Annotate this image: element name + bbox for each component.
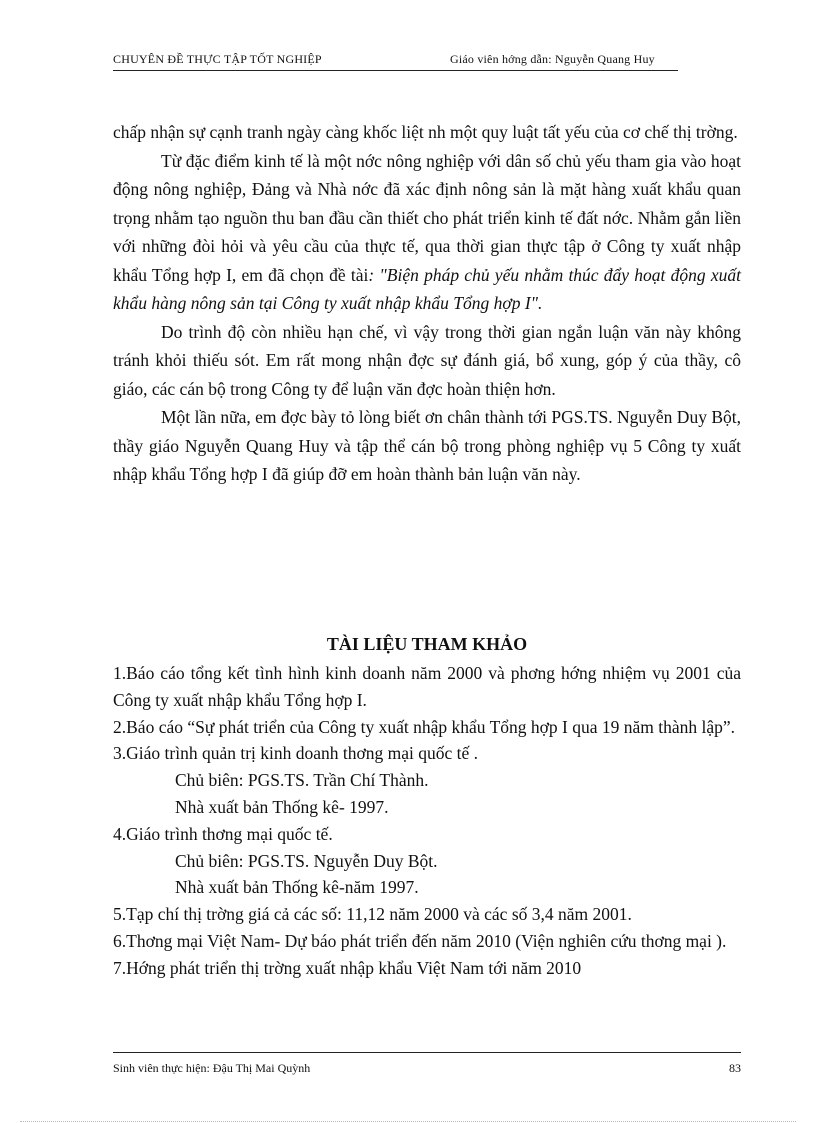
- reference-5: 5.Tạp chí thị trờng giá cả các số: 11,12 năm 2000 và các số 3,4 năm 2001.: [113, 904, 632, 925]
- page-footer: [113, 1061, 741, 1076]
- header-supervisor: Giáo viên hớng dẫn: Nguyễn Quang Huy: [450, 52, 655, 66]
- page-bottom-edge: [20, 1121, 796, 1122]
- reference-1: 1.Báo cáo tổng kết tình hình kinh doanh năm 2000 và phơng hớng nhiệm vụ 2001 của Công ty xuất nhập khẩu Tổng hợp I.: [113, 663, 741, 710]
- reference-4-editor: Chủ biên: PGS.TS. Nguyễn Duy Bột.: [175, 850, 438, 871]
- reference-4-publisher: Nhà xuất bản Thống kê-năm 1997.: [175, 877, 419, 898]
- references-list: [113, 660, 741, 982]
- reference-4: 4.Giáo trình thơng mại quốc tế.: [113, 823, 333, 844]
- paragraph-1: chấp nhận sự cạnh tranh ngày càng khốc liệt nh một quy luật tất yếu của cơ chế thị trờng.: [113, 122, 738, 142]
- references-title: TÀI LIỆU THAM KHẢO: [326, 634, 528, 654]
- reference-2: 2.Báo cáo “Sự phát triển của Công ty xuất nhập khẩu Tổng hợp I qua 19 năm thành lập”.: [113, 716, 736, 737]
- thesis-topic: : "Biện pháp chủ yếu nhằm thúc đẩy hoạt động xuất khẩu hàng nông sản tại Công ty xuất nhập khẩu Tổng hợp I".: [113, 264, 741, 313]
- body-text: [113, 118, 741, 489]
- header-title: CHUYÊN ĐỀ THỰC TẬP TỐT NGHIỆP: [113, 52, 322, 66]
- page-number: 83: [729, 1061, 741, 1075]
- paragraph-3: Do trình độ còn nhiều hạn chế, vì vậy trong thời gian ngắn luận văn này không tránh khỏi thiếu sót. Em rất mong nhận đợc sự đánh giá, bổ xung, góp ý của thầy, cô giáo, các cán bộ trong Công ty để luận văn đợc hoàn thiện hơn.: [113, 321, 741, 399]
- header-divider: [113, 70, 678, 71]
- paragraph-2-text: Từ đặc điểm kinh tế là một nớc nông nghiệp với dân số chủ yếu tham gia vào hoạt động nông nghiệp, Đảng và Nhà nớc đã xác định nông sản là mặt hàng xuất khẩu quan trọng nhằm tạo nguồn thu ban đầu cần thiết cho phát triển kinh tế đất nớc. Nhằm gắn liền với những đòi hỏi và yêu cầu của thực tế, qua thời gian thực tập ở Công ty xuất nhập khẩu Tổng hợp I, em đã chọn đề tài: [113, 150, 741, 285]
- reference-3-publisher: Nhà xuất bản Thống kê- 1997.: [175, 796, 389, 817]
- reference-3-editor: Chủ biên: PGS.TS. Trần Chí Thành.: [175, 770, 429, 791]
- paragraph-4: Một lần nữa, em đợc bày tỏ lòng biết ơn chân thành tới PGS.TS. Nguyễn Duy Bột, thầy giáo Nguyễn Quang Huy và tập thể cán bộ trong phòng nghiệp vụ 5 Công ty xuất nhập khẩu Tổng hợp I đã giúp đỡ em hoàn thành bản luận văn này.: [113, 407, 741, 484]
- reference-7: 7.Hớng phát triển thị trờng xuất nhập khẩu Việt Nam tới năm 2010: [113, 957, 582, 978]
- paragraph-2: [113, 147, 741, 318]
- page-header: [113, 52, 676, 72]
- footer-divider: [113, 1052, 741, 1053]
- reference-6: 6.Thơng mại Việt Nam- Dự báo phát triển đến năm 2010 (Viện nghiên cứu thơng mại ).: [113, 930, 727, 951]
- footer-student: Sinh viên thực hiện: Đậu Thị Mai Quỳnh: [113, 1061, 311, 1075]
- reference-3: 3.Giáo trình quản trị kinh doanh thơng mại quốc tế .: [113, 743, 479, 764]
